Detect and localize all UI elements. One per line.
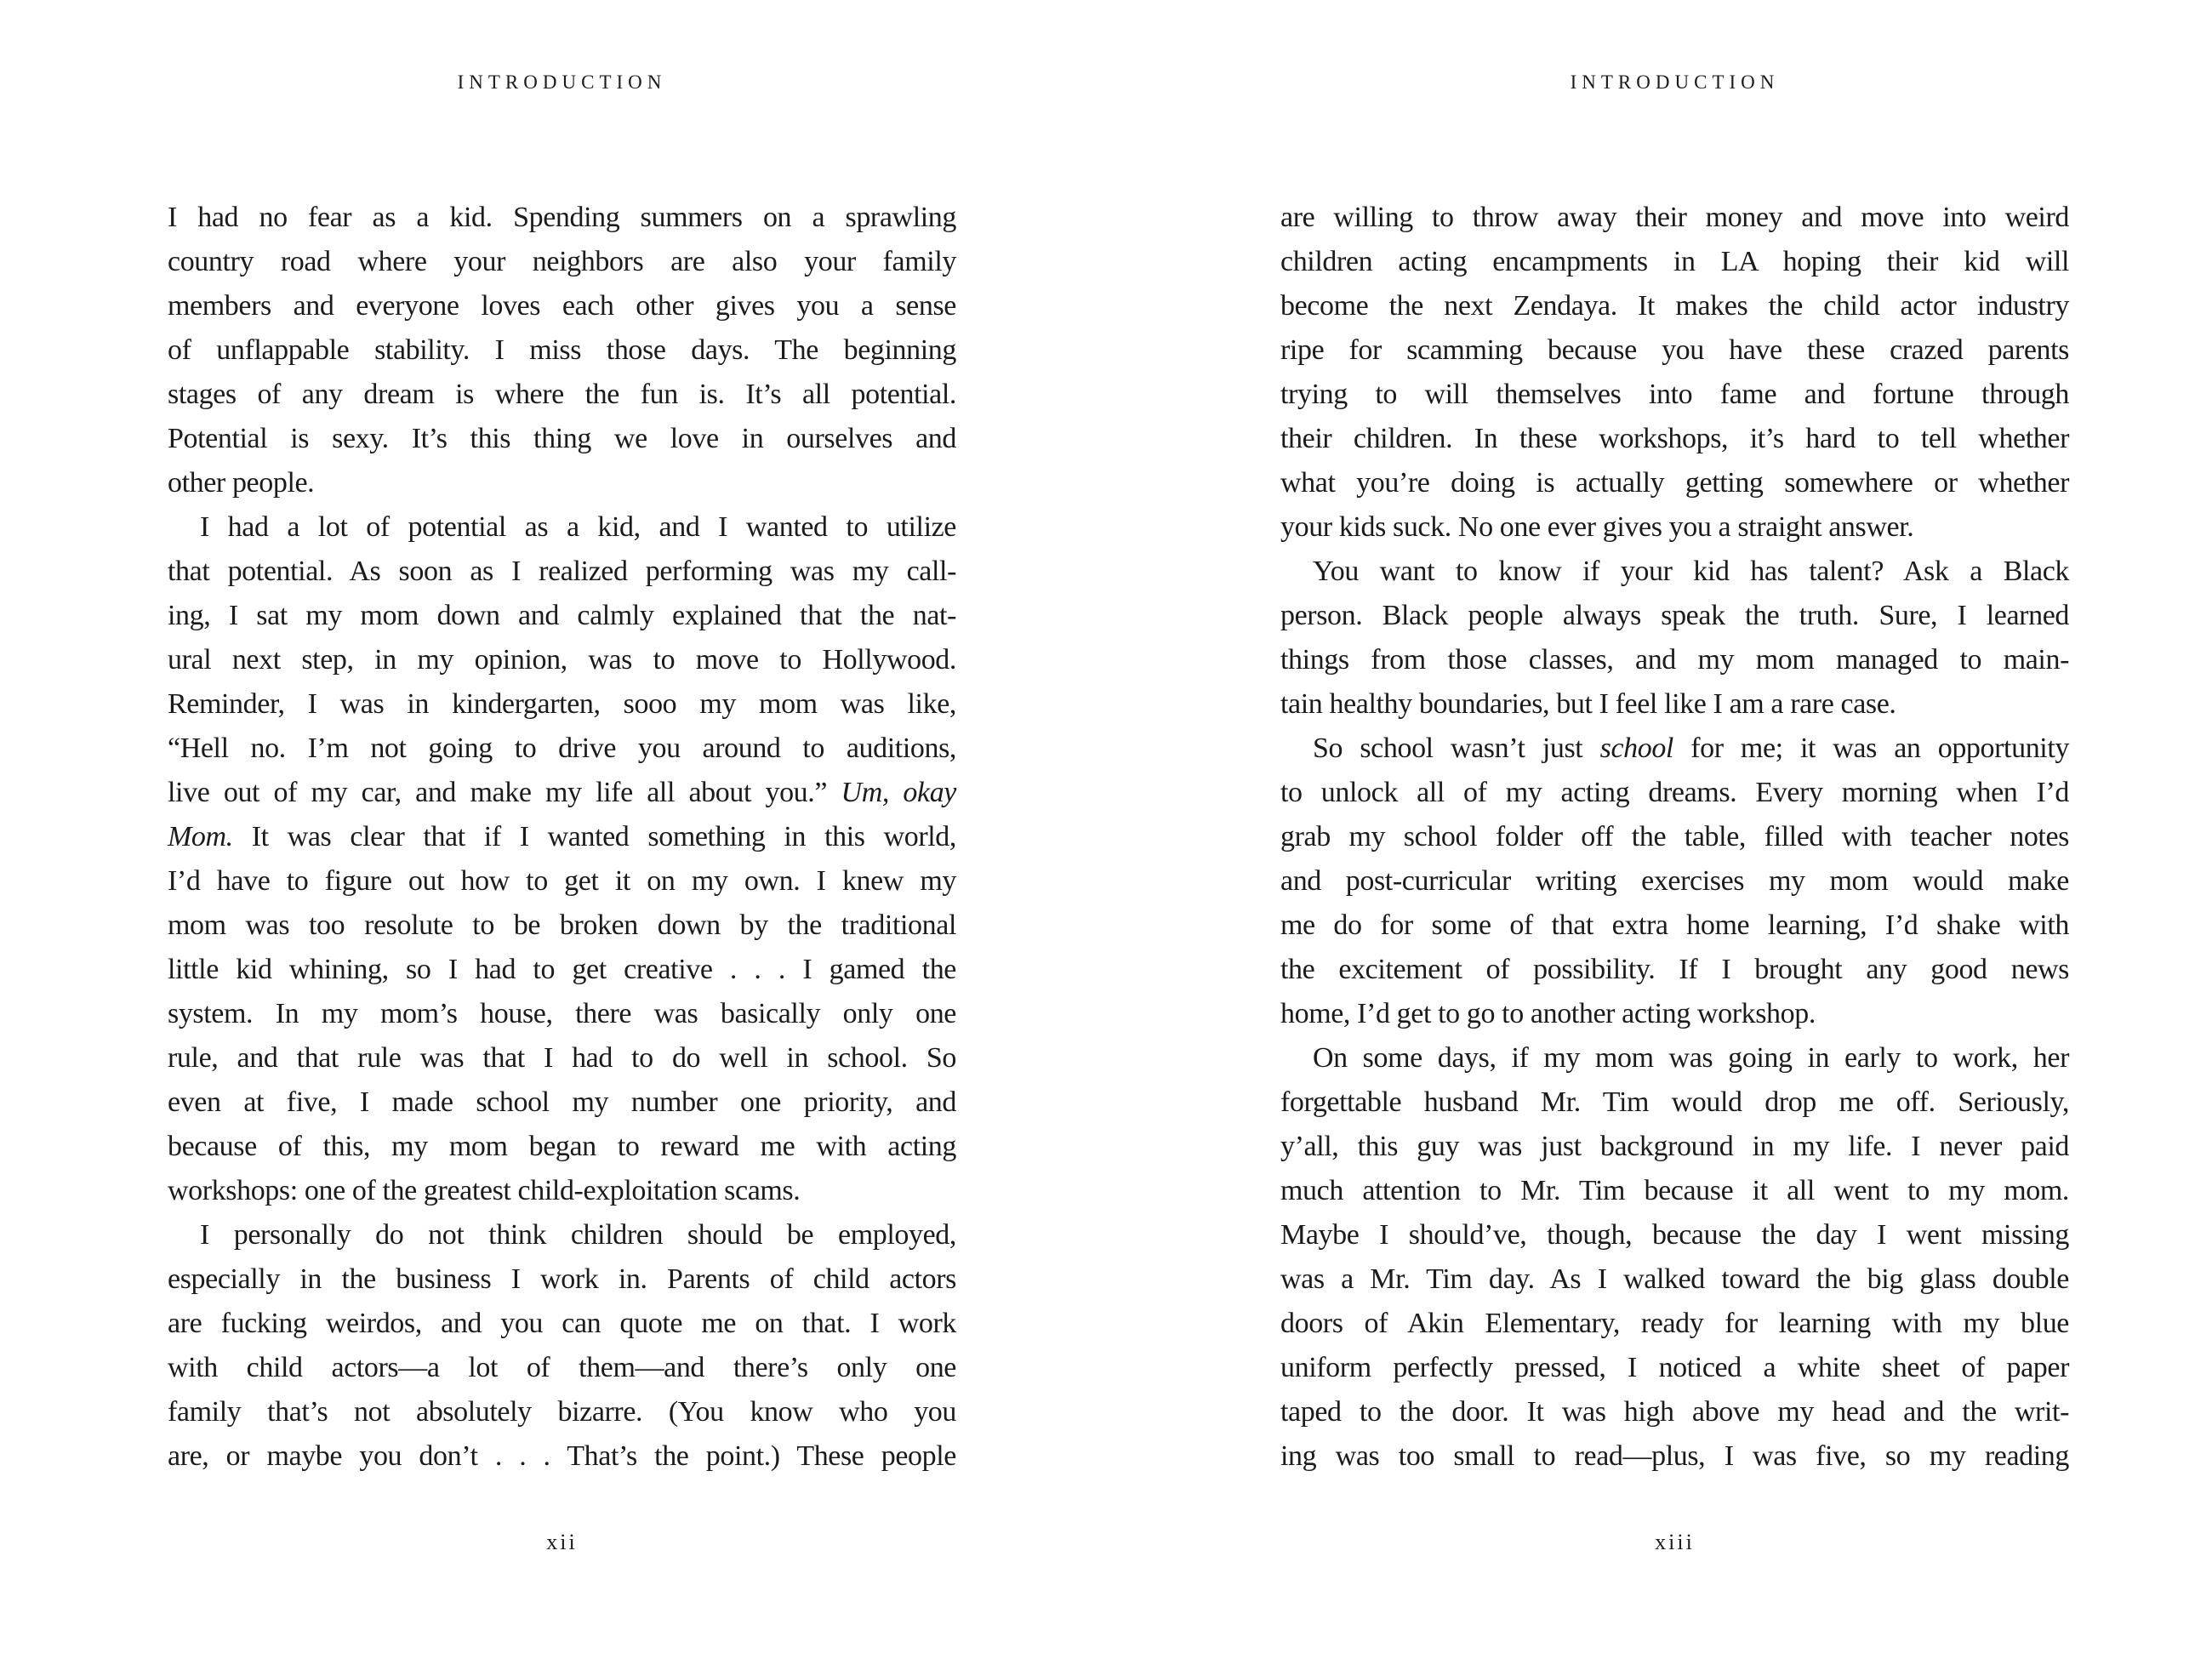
text-line: [168, 417, 956, 461]
text-line: [1280, 859, 2069, 904]
body-text-segment: are willing to throw away their money and move into weird: [1280, 202, 2069, 233]
body-text-segment: especially in the business I work in. Parents of child actors: [168, 1263, 956, 1295]
text-line: [168, 859, 956, 904]
page-right: [1280, 0, 2069, 1659]
text-line: [168, 1169, 956, 1213]
body-text-segment: doors of Akin Elementary, ready for learning with my blue: [1280, 1308, 2069, 1339]
body-text-segment: rule, and that rule was that I had to do well in school. So: [168, 1042, 956, 1074]
text-line: [1280, 1125, 2069, 1169]
body-text-segment: stages of any dream is where the fun is. It’s all potential.: [168, 379, 956, 410]
body-text-segment: You want to know if your kid has talent? Ask a Black: [1313, 556, 2069, 587]
body-text-segment: are fucking weirdos, and you can quote me on that. I work: [168, 1308, 956, 1339]
body-text-segment: Maybe I should’ve, though, because the day I went missing: [1280, 1219, 2069, 1251]
text-line: [1280, 1434, 2069, 1479]
body-text-segment: the excitement of possibility. If I brought any good news: [1280, 954, 2069, 985]
body-text-segment: of unflappable stability. I miss those days. The beginning: [168, 334, 956, 366]
body-text-segment: with child actors—a lot of them—and there’s only one: [168, 1352, 956, 1383]
text-line: [168, 1257, 956, 1302]
text-line: [168, 638, 956, 682]
text-line: [168, 682, 956, 727]
text-line: [1280, 196, 2069, 240]
body-text-segment: tain healthy boundaries, but I feel like I am a rare case.: [1280, 688, 1896, 720]
body-text-segment: forgettable husband Mr. Tim would drop me off. Seriously,: [1280, 1086, 2069, 1118]
text-line: [1280, 992, 2069, 1036]
page-body: [1280, 196, 2069, 1479]
body-text-segment: trying to will themselves into fame and fortune through: [1280, 379, 2069, 410]
body-text-segment: ural next step, in my opinion, was to move to Hollywood.: [168, 644, 956, 676]
body-text-segment: for me; it was an opportunity: [1673, 733, 2069, 764]
body-text-segment: things from those classes, and my mom managed to main-: [1280, 644, 2069, 676]
text-line: [1280, 1036, 2069, 1080]
body-text-segment: even at five, I made school my number one priority, and: [168, 1086, 956, 1118]
body-text-segment: was a Mr. Tim day. As I walked toward the big glass double: [1280, 1263, 2069, 1295]
text-line: [1280, 284, 2069, 328]
body-text-segment: system. In my mom’s house, there was basically only one: [168, 998, 956, 1029]
text-line: [1280, 328, 2069, 373]
body-text-segment: family that’s not absolutely bizarre. (You know who you: [168, 1396, 956, 1428]
body-text-segment: I had no fear as a kid. Spending summers on a sprawling: [168, 202, 956, 233]
body-text-segment: workshops: one of the greatest child-exploitation scams.: [168, 1175, 801, 1206]
text-line: [1280, 1346, 2069, 1390]
text-line: [168, 328, 956, 373]
text-line: [168, 1434, 956, 1479]
text-line: [168, 1080, 956, 1125]
body-text-segment: your kids suck. No one ever gives you a straight answer.: [1280, 511, 1914, 543]
italic-text: school: [1599, 733, 1673, 764]
running-head-right: INTRODUCTION: [1570, 71, 1780, 93]
body-text-segment: that potential. As soon as I realized performing was my call-: [168, 556, 956, 587]
text-line: [168, 373, 956, 417]
body-text-segment: live out of my car, and make my life all about you.”: [168, 777, 841, 808]
page-number-left: xii: [546, 1530, 578, 1554]
text-line: [1280, 904, 2069, 948]
text-line: [1280, 594, 2069, 638]
text-line: [168, 815, 956, 859]
text-line: [168, 1036, 956, 1080]
text-line: [1280, 727, 2069, 771]
body-text-segment: members and everyone loves each other gives you a sense: [168, 290, 956, 322]
body-text-segment: little kid whining, so I had to get creative . . . I gamed the: [168, 954, 956, 985]
body-text-segment: and post-curricular writing exercises my mom would make: [1280, 865, 2069, 897]
body-text-segment: Potential is sexy. It’s this thing we love in ourselves and: [168, 423, 956, 454]
text-line: [168, 1346, 956, 1390]
body-text-segment: their children. In these workshops, it’s hard to tell whether: [1280, 423, 2069, 454]
text-line: [1280, 550, 2069, 594]
text-line: [168, 904, 956, 948]
body-text-segment: to unlock all of my acting dreams. Every morning when I’d: [1280, 777, 2069, 808]
page-number-right: xiii: [1655, 1530, 1695, 1554]
text-line: [1280, 1213, 2069, 1257]
body-text-segment: y’all, this guy was just background in my life. I never paid: [1280, 1131, 2069, 1162]
text-line: [1280, 1257, 2069, 1302]
body-text-segment: are, or maybe you don’t . . . That’s the point.) These people: [168, 1440, 956, 1472]
text-line: [168, 1125, 956, 1169]
body-text-segment: home, I’d get to go to another acting workshop.: [1280, 998, 1816, 1029]
body-text-segment: grab my school folder off the table, filled with teacher notes: [1280, 821, 2069, 852]
body-text-segment: It was clear that if I wanted something in this world,: [232, 821, 956, 852]
body-text-segment: what you’re doing is actually getting somewhere or whether: [1280, 467, 2069, 499]
text-line: [1280, 1302, 2069, 1346]
body-text-segment: taped to the door. It was high above my head and the writ-: [1280, 1396, 2069, 1428]
body-text-segment: So school wasn’t just: [1313, 733, 1600, 764]
running-head-left: INTRODUCTION: [457, 71, 667, 93]
body-text-segment: “Hell no. I’m not going to drive you around to auditions,: [168, 733, 956, 764]
text-line: [168, 948, 956, 992]
body-text-segment: ing, I sat my mom down and calmly explained that the nat-: [168, 600, 956, 631]
text-line: [1280, 1390, 2069, 1434]
text-line: [1280, 461, 2069, 505]
text-line: [168, 1302, 956, 1346]
text-line: [1280, 682, 2069, 727]
body-text-segment: ripe for scamming because you have these crazed parents: [1280, 334, 2069, 366]
text-line: [168, 1390, 956, 1434]
page-left: [168, 0, 956, 1659]
text-line: [168, 461, 956, 505]
text-line: [1280, 373, 2069, 417]
body-text-segment: become the next Zendaya. It makes the child actor industry: [1280, 290, 2069, 322]
body-text-segment: mom was too resolute to be broken down by the traditional: [168, 909, 956, 941]
text-line: [168, 992, 956, 1036]
body-text-segment: person. Black people always speak the truth. Sure, I learned: [1280, 600, 2069, 631]
text-line: [168, 284, 956, 328]
text-line: [168, 240, 956, 284]
text-line: [168, 1213, 956, 1257]
body-text-segment: ing was too small to read—plus, I was five, so my reading: [1280, 1440, 2069, 1472]
italic-text: Um, okay: [841, 777, 956, 808]
text-line: [168, 594, 956, 638]
text-line: [168, 550, 956, 594]
body-text-segment: because of this, my mom began to reward me with acting: [168, 1131, 956, 1162]
text-line: [1280, 240, 2069, 284]
body-text-segment: me do for some of that extra home learning, I’d shake with: [1280, 909, 2069, 941]
text-line: [1280, 815, 2069, 859]
page-body: [168, 196, 956, 1479]
text-line: [168, 505, 956, 550]
body-text-segment: Reminder, I was in kindergarten, sooo my mom was like,: [168, 688, 956, 720]
body-text-segment: I personally do not think children should be employed,: [200, 1219, 956, 1251]
body-text-segment: much attention to Mr. Tim because it all went to my mom.: [1280, 1175, 2069, 1206]
body-text-segment: I had a lot of potential as a kid, and I wanted to utilize: [200, 511, 956, 543]
text-line: [1280, 1169, 2069, 1213]
text-line: [168, 771, 956, 815]
body-text-segment: uniform perfectly pressed, I noticed a white sheet of paper: [1280, 1352, 2069, 1383]
italic-text: Mom.: [168, 821, 233, 852]
text-line: [1280, 948, 2069, 992]
body-text-segment: children acting encampments in LA hoping their kid will: [1280, 246, 2069, 277]
text-line: [1280, 417, 2069, 461]
body-text-segment: other people.: [168, 467, 315, 499]
text-line: [168, 196, 956, 240]
text-line: [1280, 505, 2069, 550]
text-line: [1280, 1080, 2069, 1125]
body-text-segment: On some days, if my mom was going in early to work, her: [1313, 1042, 2069, 1074]
body-text-segment: country road where your neighbors are also your family: [168, 246, 956, 277]
text-line: [168, 727, 956, 771]
body-text-segment: I’d have to figure out how to get it on my own. I knew my: [168, 865, 956, 897]
text-line: [1280, 638, 2069, 682]
text-line: [1280, 771, 2069, 815]
